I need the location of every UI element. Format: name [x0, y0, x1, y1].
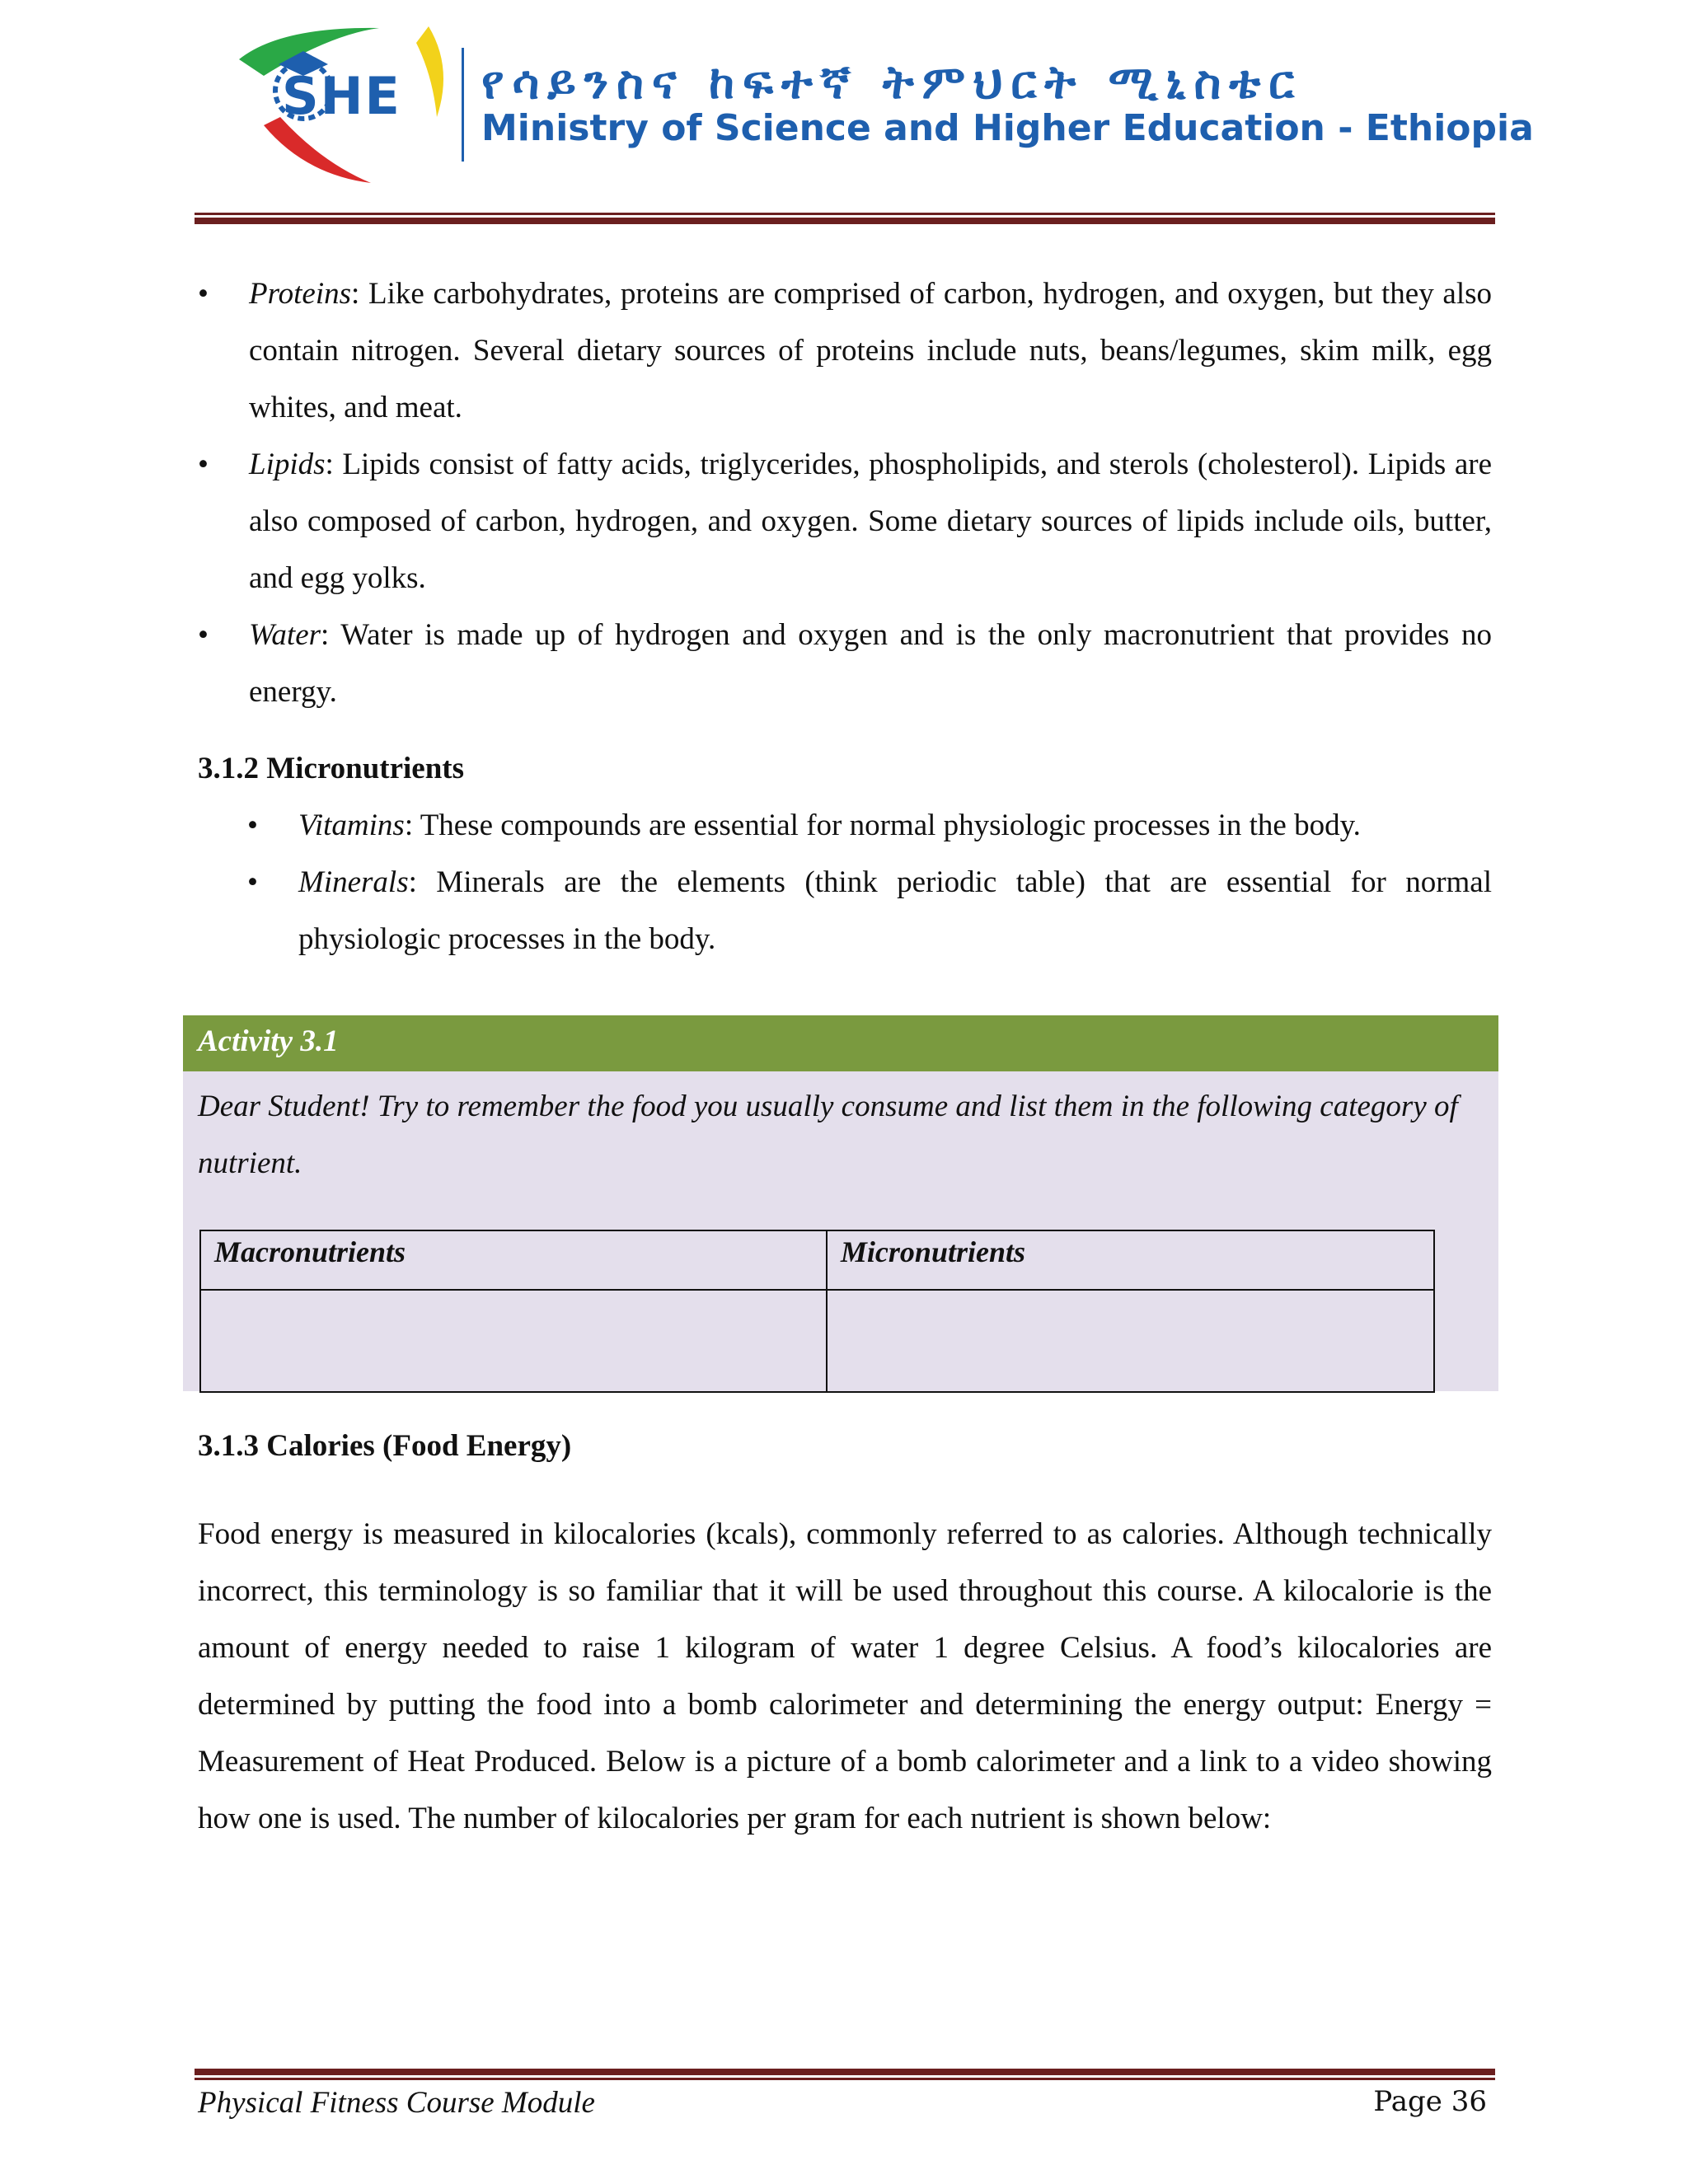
calories-section [198, 1418, 1492, 1847]
footer-rule [195, 2069, 1495, 2080]
macronutrients-section [198, 265, 1492, 968]
table-header-micronutrients: Micronutrients [827, 1230, 1434, 1290]
micronutrient-list [198, 797, 1492, 968]
list-item: • Lipids: Lipids consist of fatty acids, triglycerides, phospholipids, and sterols (cholesterol). Lipids are also composed of carbon, hydrogen, and oxygen. Some dietary sources of lipids include oils, butter, and egg yolks. [198, 436, 1492, 607]
activity-box [183, 1015, 1498, 1391]
activity-instructions: Dear Student! Try to remember the food you usually consume and list them in the following category of nutrient. [198, 1090, 1458, 1180]
amharic-title: የሳይንስና ከፍተኛ ትምህርት ሚኒስቴር [481, 56, 1303, 110]
activity-title-bar [183, 1015, 1498, 1071]
section-heading-micronutrients: 3.1.2 Micronutrients [198, 752, 465, 785]
table-cell-micronutrients [827, 1290, 1434, 1392]
section-heading-calories: 3.1.3 Calories (Food Energy) [198, 1429, 572, 1463]
nutrient-table [199, 1230, 1435, 1393]
table-header-macronutrients: Macronutrients [200, 1230, 827, 1290]
footer-module-title: Physical Fitness Course Module [198, 2086, 595, 2120]
ministry-title: Ministry of Science and Higher Education - Ethiopia [481, 107, 1534, 149]
logo-text: SHE [282, 66, 401, 126]
footer-page-number: Page 36 [1373, 2085, 1487, 2118]
list-item: • Minerals: Minerals are the elements (think periodic table) that are essential for normal physiologic processes in the body. [198, 854, 1492, 968]
table-cell-macronutrients [200, 1290, 827, 1392]
she-logo [231, 18, 478, 191]
calories-paragraph: Food energy is measured in kilocalories (kcals), commonly referred to as calories. Although technically incorrect, this terminology is so familiar that it will be used throughout this course. A kilocalorie is the amount of energy needed to raise 1 kilogram of water 1 degree Celsius. A food’s kilocalories are determined by putting the food into a bomb calorimeter and determining the energy output: Energy = Measurement of Heat Produced. Below is a picture of a bomb calorimeter and a link to a video showing how one is used. The number of kilocalories per gram for each nutrient is shown below: [198, 1517, 1492, 1835]
list-item: • Water: Water is made up of hydrogen and oxygen and is the only macronutrient that provides no energy. [198, 607, 1492, 720]
activity-title: Activity 3.1 [198, 1024, 339, 1058]
macronutrient-list [198, 265, 1492, 720]
page-header [0, 0, 1688, 231]
header-rule [195, 213, 1495, 224]
list-item: • Proteins: Like carbohydrates, proteins are comprised of carbon, hydrogen, and oxygen, but they also contain nitrogen. Several dietary sources of proteins include nuts, beans/legumes, skim milk, egg whites, and meat. [198, 265, 1492, 436]
header-divider [462, 48, 464, 162]
list-item: • Vitamins: These compounds are essential for normal physiologic processes in the body. [198, 797, 1492, 854]
